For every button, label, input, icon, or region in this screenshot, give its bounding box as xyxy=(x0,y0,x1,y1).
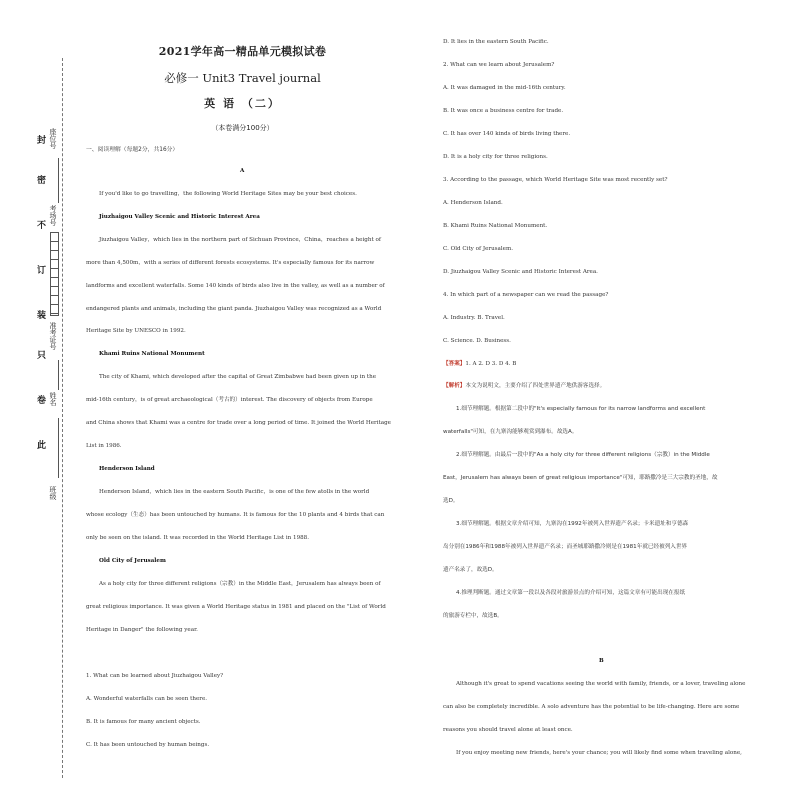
paragraph-line: landforms and excellent waterfalls. Some 140 kinds of birds also live in the valley, as well as a number of xyxy=(86,283,385,289)
paragraph-line: Heritage Site by UNESCO in 1992. xyxy=(86,328,186,334)
paragraph-line: great religious importance. It was given a World Heritage status in 1981 and placed on the "List of World xyxy=(86,604,386,610)
binding-char: 不 xyxy=(37,221,47,231)
paragraph-line: reasons you should travel alone at least once. xyxy=(443,727,573,733)
answer-row xyxy=(443,361,516,368)
question-option: A. It was damaged in the mid-16th century. xyxy=(443,85,566,91)
paragraph-line: can also be completely incredible. A solo adventure has the potential to be life-changing. Here are some xyxy=(443,704,740,710)
binding-char: 订 xyxy=(37,266,47,276)
question-option: D. It is a holy city for three religions. xyxy=(443,154,548,160)
binding-dashed-line xyxy=(62,58,63,778)
question-option: B. Khami Ruins National Monument. xyxy=(443,223,548,229)
analysis-tag: 【解析】 xyxy=(443,383,466,389)
binding-char: 此 xyxy=(37,441,47,451)
jerusalem-title: Old City of Jerusalem xyxy=(99,558,166,564)
admission-line xyxy=(58,360,59,390)
binding-char: 装 xyxy=(37,311,47,321)
question-option: B. It was once a business centre for trade. xyxy=(443,108,564,114)
exam-room-label: 考场号 xyxy=(49,205,57,226)
full-score-note: （本卷满分100分） xyxy=(211,124,274,132)
exam-title: 2021学年高一精品单元模拟试卷 xyxy=(158,45,327,58)
seat-number-label: 座位号 xyxy=(49,128,57,149)
analysis-row xyxy=(443,383,605,390)
paragraph-line: Although it's great to spend vacations seeing the world with family, friends, or a lover, traveling alone xyxy=(456,681,746,687)
answer-tag: 【答案】 xyxy=(443,361,466,367)
question-option: C. Old City of Jerusalem. xyxy=(443,246,514,252)
analysis-line: 2.细节理解题。由最后一段中的"As a holy city for three different religions（宗教）in the Middle xyxy=(456,452,710,458)
analysis-line: 遗产名录了，故选D。 xyxy=(443,567,498,573)
paragraph-line: more than 4,500m，with a series of different forests ecosystems. It's especially famous for its narrow xyxy=(86,260,375,266)
question-option: D. Jiuzhaigou Valley Scenic and Historic Interest Area. xyxy=(443,269,598,275)
seat-number-line xyxy=(58,158,59,203)
analysis-line: 选D。 xyxy=(443,498,459,504)
paragraph-line: only be seen on the island. It was recorded in the World Heritage List in 1988. xyxy=(86,535,310,541)
paragraph-line: endangered plants and animals, including the giant panda. Jiuzhaigou Valley was recognized as a World xyxy=(86,306,382,312)
paragraph-line: Henderson Island，which lies in the eastern South Pacific，is one of the few atolls in the world xyxy=(99,489,370,495)
analysis-line: 1.细节理解题。根据第二段中的"It's especially famous for its narrow landforms and excellent xyxy=(456,406,706,412)
paragraph-line: mid-16th century，is of great archaeological（考古的）interest. The discovery of objects from Europe xyxy=(86,397,373,403)
analysis-line: 的旅游专栏中，故选B。 xyxy=(443,613,503,619)
question-4: 4. In which part of a newspaper can we read the passage? xyxy=(443,292,609,298)
exam-number-boxes xyxy=(50,232,59,316)
analysis-text: 本文为说明文，主要介绍了四处世界遗产地供游客选择。 xyxy=(465,383,606,389)
question-option: A. Henderson Island. xyxy=(443,200,503,206)
paragraph-line: As a holy city for three different religions（宗教）in the Middle East，Jerusalem has always been of xyxy=(99,581,381,587)
analysis-line: 4.推理判断题。通过文章第一段以及各段对旅游景点的介绍可知，这篇文章有可能出现在报纸 xyxy=(456,590,686,596)
question-option: D. It lies in the eastern South Pacific. xyxy=(443,39,549,45)
passage-intro: If you'd like to go travelling，the following World Heritage Sites may be your best choices. xyxy=(99,191,357,197)
question-option: C. It has been untouched by human beings. xyxy=(86,742,210,748)
question-option: B. It is famous for many ancient objects. xyxy=(86,719,201,725)
passage-a-label: A xyxy=(240,168,245,174)
paragraph-line: If you enjoy meeting new friends, here's your chance; you will likely find some when traveling alone, xyxy=(456,750,742,756)
paragraph-line: Jiuzhaigou Valley，which lies in the northern part of Sichuan Province，China，reaches a height of xyxy=(99,237,381,243)
analysis-line: East，Jerusalem has always been of great religious importance"可知，耶路撒冷是三大宗教的圣地，故 xyxy=(443,475,718,481)
admission-number-label: 准考证号 xyxy=(49,322,57,350)
question-option: C. Science. D. Business. xyxy=(443,338,511,344)
analysis-line: 岛分别在1986年和1988年被列入世界遗产名录；而圣城耶路撒冷则是在1981年就已经被列入世界 xyxy=(443,544,688,550)
passage-b-label: B xyxy=(599,658,604,664)
question-option: A. Industry. B. Travel. xyxy=(443,315,505,321)
class-label: 班级 xyxy=(49,486,57,500)
analysis-line: waterfalls"可知，在九寨沟能够观赏到瀑布。故选A。 xyxy=(443,429,578,435)
paragraph-line: List in 1986. xyxy=(86,443,122,449)
khami-title: Khami Ruins National Monument xyxy=(99,351,205,357)
exam-subject: 英 语 （二） xyxy=(204,97,281,110)
paragraph-line: whose ecology（生态）has been untouched by humans. It is famous for the 10 plants and 4 birds that can xyxy=(86,512,385,518)
paragraph-line: and China shows that Khami was a centre for trade over a long period of time. It joined the World Heritage xyxy=(86,420,391,426)
question-2: 2. What can we learn about Jerusalem? xyxy=(443,62,555,68)
question-option: C. It has over 140 kinds of birds living there. xyxy=(443,131,571,137)
binding-char: 密 xyxy=(37,176,47,186)
name-label: 姓名 xyxy=(49,392,57,406)
answer-text: 1. A 2. D 3. D 4. B xyxy=(465,361,517,367)
question-3: 3. According to the passage, which World Heritage Site was most recently set? xyxy=(443,177,668,183)
question-option: A. Wonderful waterfalls can be seen there. xyxy=(86,696,208,702)
binding-char: 封 xyxy=(37,136,47,146)
binding-char: 只 xyxy=(37,351,47,361)
analysis-line: 3.细节理解题。根据文章介绍可知，九寨沟在1992年被列入世界遗产名录；卡米遗址和亨德森 xyxy=(456,521,689,527)
henderson-title: Henderson Island xyxy=(99,466,155,472)
paragraph-line: Heritage in Danger" the following year. xyxy=(86,627,198,633)
jiuzhaigou-title: Jiuzhaigou Valley Scenic and Historic Interest Area xyxy=(99,214,260,220)
exam-subtitle: 必修一 Unit3 Travel journal xyxy=(164,71,321,85)
paragraph-line: The city of Khami, which developed after the capital of Great Zimbabwe had been given up in the xyxy=(99,374,377,380)
binding-char: 卷 xyxy=(37,396,47,406)
question-1: 1. What can be learned about Jiuzhaigou Valley? xyxy=(86,673,224,679)
name-line xyxy=(58,418,59,478)
section-heading: 一、阅读理解（每题2分，共16分） xyxy=(86,147,179,153)
